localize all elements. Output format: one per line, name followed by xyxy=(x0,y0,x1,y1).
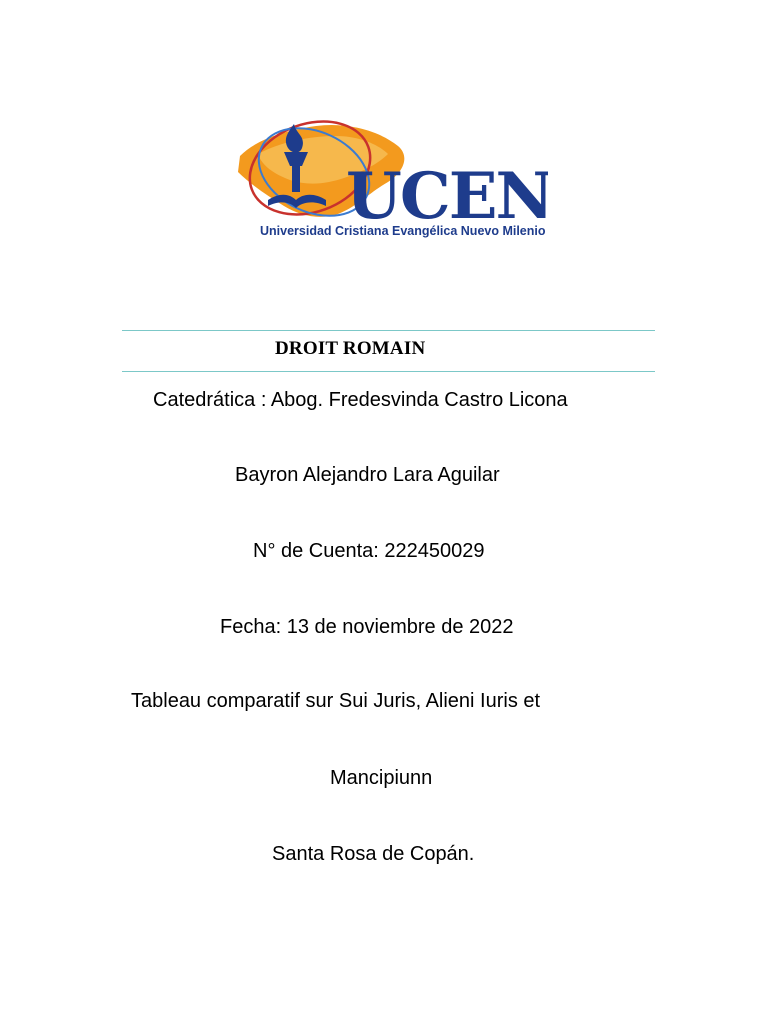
divider-bottom xyxy=(122,371,655,372)
logo-tagline: Universidad Cristiana Evangélica Nuevo Milenio xyxy=(260,224,546,238)
teacher-line: Catedrática : Abog. Fredesvinda Castro Licona xyxy=(153,389,568,411)
subject-title: DROIT ROMAIN xyxy=(275,338,426,359)
logo-graphic xyxy=(228,108,548,248)
place-line: Santa Rosa de Copán. xyxy=(272,843,475,865)
logo-wordmark: UCEN xyxy=(346,159,548,234)
date-line: Fecha: 13 de noviembre de 2022 xyxy=(220,616,514,638)
account-number: N° de Cuenta: 222450029 xyxy=(253,540,485,562)
divider-top xyxy=(122,330,655,331)
assignment-title-line2: Mancipiunn xyxy=(330,767,433,789)
torch-handle xyxy=(292,166,300,192)
university-logo xyxy=(228,108,548,248)
student-name: Bayron Alejandro Lara Aguilar xyxy=(235,464,500,486)
assignment-title-line1: Tableau comparatif sur Sui Juris, Alieni Iuris et xyxy=(131,690,541,712)
